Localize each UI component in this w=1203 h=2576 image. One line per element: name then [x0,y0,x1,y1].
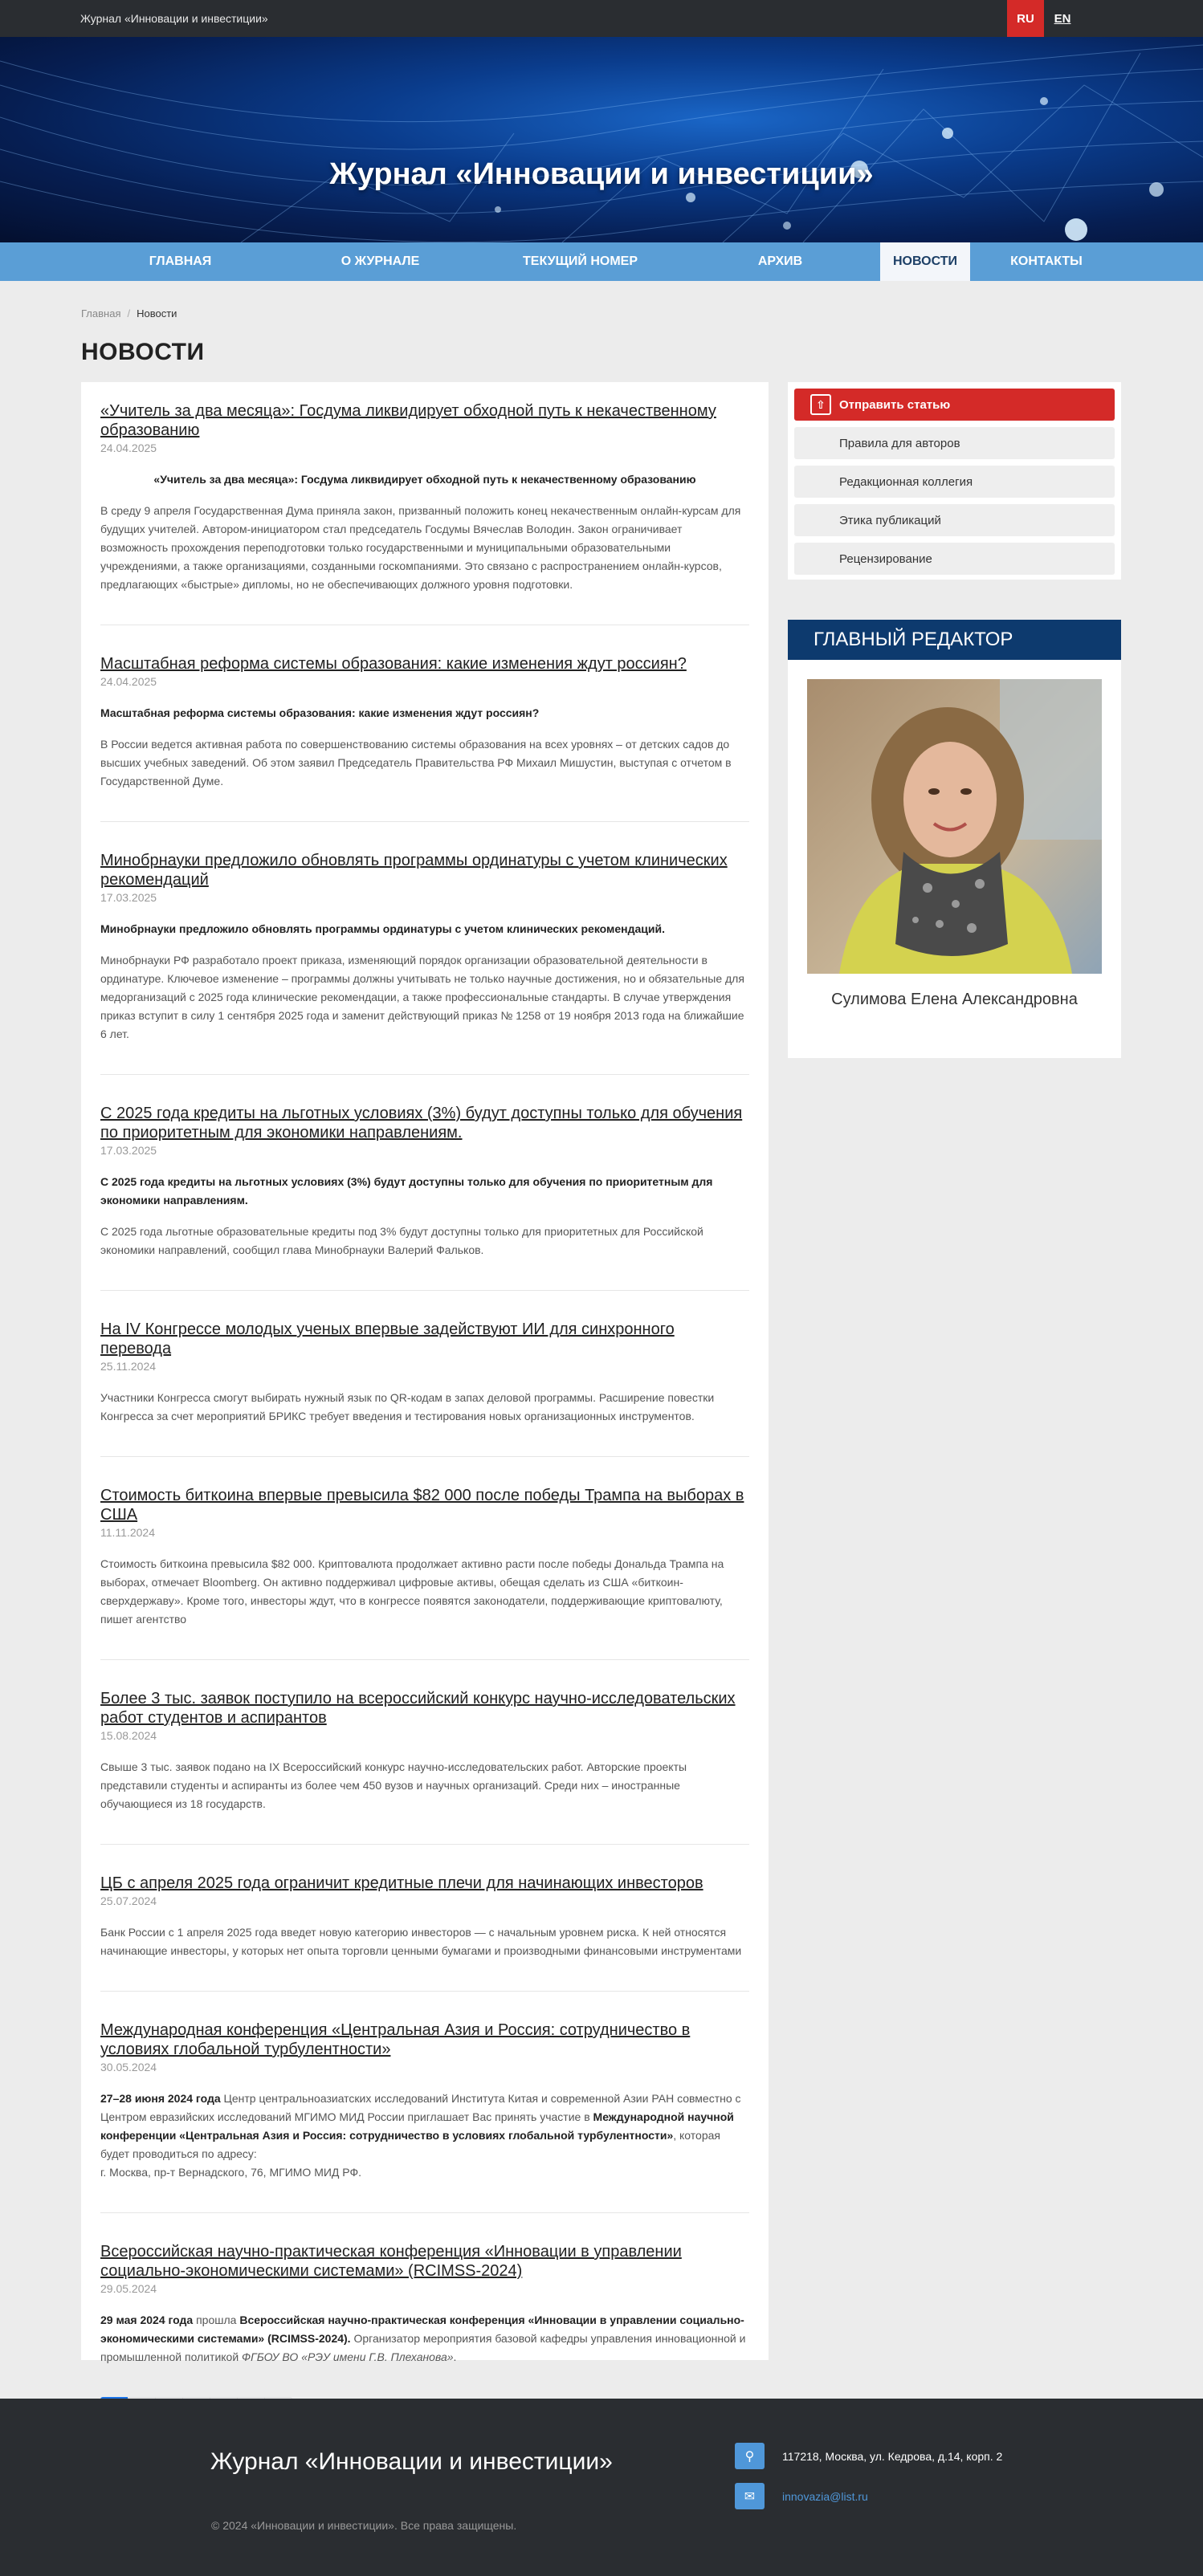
news-item [100,1689,749,1845]
news-date: 25.11.2024 [100,1360,157,1373]
news-date: 25.07.2024 [100,1894,157,1907]
news-date: 29.05.2024 [100,2282,157,2295]
top-bar-site-title: Журнал «Инновации и инвестиции» [80,12,268,25]
news-headline[interactable]: Международная конференция «Центральная Азия и Россия: сотрудничество в условиях глобальной турбулентности» [100,2021,691,2058]
news-lead: Минобрнауки предложило обновлять программы ординатуры с учетом клинических рекомендаций. [100,922,666,935]
link-peer-review[interactable]: Рецензирование [794,543,1115,575]
link-editorial-board[interactable]: Редакционная коллегия [794,466,1115,498]
breadcrumb-separator: / [127,307,131,319]
chief-editor-card [788,620,1121,1058]
news-body-text: Центр центральноазиатских исследований Института Китая и современной Азии РАН совместно с Центром евразийских исследований МГИМО МИД России приглашает Вас принять участие в [100,2092,741,2123]
top-bar [0,0,1203,37]
news-body-text: Организатор мероприятия базовой кафедры управления инновационной и промышленной политикой [100,2332,746,2363]
news-body: В России ведется активная работа по совершенствованию системы образования на всех уровнях – от детских садов до высших учебных заведений. Об этом заявил Председатель Правительства РФ Михаил Мишустин, выступая с отчетом в Государственной Думе. [100,738,732,787]
footer-address-text: 117218, Москва, ул. Кедрова, д.14, корп. 2 [782,2449,1003,2463]
chief-editor-heading: ГЛАВНЫЙ РЕДАКТОР [788,620,1121,660]
news-date: 15.08.2024 [100,1729,157,1742]
news-lead: С 2025 года кредиты на льготных условиях (3%) будут доступны только для обучения по приоритетным для экономики направлениям. [100,1175,713,1207]
breadcrumb-current: Новости [137,307,177,319]
news-date: 24.04.2025 [100,675,157,688]
submit-article-button[interactable] [794,389,1115,421]
news-body: Банк России с 1 апреля 2025 года введет новую категорию инвесторов — с начальным уровнем риска. К ней относятся начинающие инвесторы, у которых нет опыта торговли ценными бумагами и производными финансовыми инструментами [100,1926,742,1957]
chief-editor-photo [807,679,1102,974]
news-body [100,2090,749,2182]
network-background-graphic [0,37,1203,242]
editor-portrait-graphic [807,679,1102,974]
footer-copyright: © 2024 «Инновации и инвестиции». Все права защищены. [211,2519,517,2532]
footer-address [735,2443,1002,2469]
news-body-bold: Всероссийская научно-практическая конференция «Инновации в управлении социально-экономическими системами» (RCIMSS-2024). [100,2314,744,2345]
news-date: 24.04.2025 [100,442,157,454]
news-headline[interactable]: ЦБ с апреля 2025 года ограничит кредитные плечи для начинающих инвесторов [100,1874,703,1892]
news-body-text: . [453,2350,457,2363]
news-list [81,382,769,2363]
news-headline[interactable]: Масштабная реформа системы образования: какие изменения ждут россиян? [100,655,687,673]
banner-title: Журнал «Инновации и инвестиции» [329,157,874,191]
breadcrumb-home[interactable]: Главная [81,307,121,319]
news-item [100,851,749,1075]
news-item [100,1320,749,1457]
news-body: В среду 9 апреля Государственная Дума приняла закон, призванный положить конец некачественным онлайн-курсам для будущих учителей. Автором-инициатором стал председатель Госдумы Вячеслав Володин. Закон ограничивает возможность прохождения переподготовки только государственными и муниципальными образовательными учреждениями, а также организациями, созданными госкомпаниями. Это связано с распространением онлайн-курсов, предлагающих «быстрые» дипломы, но не обеспечивающих должного уровня подготовки. [100,504,741,591]
news-headline[interactable]: «Учитель за два месяца»: Госдума ликвидирует обходной путь к некачественному образованию [100,402,716,439]
news-item [100,1104,749,1291]
nav-item-home[interactable]: ГЛАВНАЯ [149,254,212,268]
news-item [100,401,749,625]
nav-item-contacts[interactable]: КОНТАКТЫ [1010,254,1083,268]
nav-item-current-issue[interactable]: ТЕКУЩИЙ НОМЕР [523,254,638,268]
news-item [100,1486,749,1660]
news-body: Минобрнауки РФ разработало проект приказа, изменяющий порядок организации образовательной деятельности в ординатуре. Ключевое изменение – программы должны учитывать не только научные достижения, но и обязательные для медорганизаций с 2025 года клинические рекомендации, а также профессиональные стандарты. В случае утверждения приказ вступит в силу 1 сентября 2025 года и заменит действующий приказ № 1258 от 19 ноября 2013 года на ближайшие 6 лет. [100,954,744,1040]
news-body-bold: 27–28 июня 2024 года [100,2092,221,2105]
breadcrumb [81,307,177,319]
news-item [100,1874,749,1992]
news-lead: «Учитель за два месяца»: Госдума ликвидирует обходной путь к некачественному образованию [153,473,696,486]
footer-title: Журнал «Инновации и инвестиции» [210,2448,613,2475]
news-body-italic: ФГБОУ ВО «РЭУ имени Г.В. Плеханова» [242,2350,454,2363]
news-body: Свыше 3 тыс. заявок подано на IX Всероссийский конкурс научно-исследовательских работ. Авторские проекты представили студенты и аспиранты из более чем 450 вузов и научных организаций. Среди них – иностранные обучающиеся из 18 государств. [100,1760,687,1810]
news-headline[interactable]: С 2025 года кредиты на льготных условиях (3%) будут доступны только для обучения по приоритетным для экономики направлениям. [100,1105,743,1141]
news-lead: Масштабная реформа системы образования: какие изменения ждут россиян? [100,706,540,719]
upload-icon: ⇧ [810,394,831,415]
news-item [100,654,749,822]
nav-item-archive[interactable]: АРХИВ [757,254,803,268]
news-headline[interactable]: Более 3 тыс. заявок поступило на всероссийский конкурс научно-исследовательских работ студентов и аспирантов [100,1690,736,1727]
news-date: 17.03.2025 [100,891,157,904]
link-publication-ethics[interactable]: Этика публикаций [794,504,1115,536]
author-links-card [788,382,1121,580]
news-body-bold: Международной научной конференции «Центральная Азия и Россия: сотрудничество в условиях глобальной турбулентности» [100,2110,734,2142]
news-body-text: прошла [193,2314,240,2326]
news-headline[interactable]: Всероссийская научно-практическая конференция «Инновации в управлении социально-экономическими системами» (RCIMSS-2024) [100,2243,682,2280]
news-date: 17.03.2025 [100,1144,157,1157]
footer-email-text[interactable]: innovazia@list.ru [782,2489,868,2503]
submit-article-label: Отправить статью [839,397,951,412]
footer [0,2399,1203,2576]
news-headline[interactable]: Стоимость биткоина впервые превысила $82 000 после победы Трампа на выборах в США [100,1487,744,1524]
news-body-text: , которая будет проводиться по адресу: [100,2129,720,2160]
news-body: Стоимость биткоина превысила $82 000. Криптовалюта продолжает активно расти после победы Дональда Трампа на выборах, отмечает Bloomberg. Он активно поддерживал цифровые активы, обещая сделать из США «биткоин-сверхдержаву». Кроме того, инвесторы ждут, что в конгрессе появятся законодатели, поддерживающие криптовалюту, пишет агентство [100,1557,724,1626]
location-pin-icon: ⚲ [735,2443,765,2469]
news-headline[interactable]: На IV Конгрессе молодых ученых впервые задействуют ИИ для синхронного перевода [100,1321,675,1357]
lang-ru[interactable]: RU [1007,0,1044,37]
news-date: 30.05.2024 [100,2061,157,2073]
news-date: 11.11.2024 [100,1526,155,1539]
nav-item-news[interactable]: НОВОСТИ [880,242,970,281]
chief-editor-name: Сулимова Елена Александровна [831,991,1078,1008]
language-switcher [1007,0,1081,37]
news-item [100,2021,749,2213]
news-item [100,2242,749,2366]
news-body-address: г. Москва, пр-т Вернадского, 76, МГИМО МИД РФ. [100,2166,362,2179]
nav-item-about[interactable]: О ЖУРНАЛЕ [341,254,420,268]
envelope-icon: ✉ [735,2483,765,2509]
news-body-bold: 29 мая 2024 года [100,2314,194,2326]
news-headline[interactable]: Минобрнауки предложило обновлять программы ординатуры с учетом клинических рекомендаций [100,852,728,889]
news-body [100,2311,749,2366]
header-banner [0,37,1203,242]
lang-en[interactable]: EN [1054,11,1071,26]
main-nav [0,242,1203,281]
news-body: Участники Конгресса смогут выбирать нужный язык по QR-кодам в запах деловой программы. Расширение повестки Конгресса за счет мероприятий БРИКС требует введения и тестирования новых организационных инструментов. [100,1391,715,1422]
page-title: НОВОСТИ [81,339,205,365]
footer-email[interactable] [735,2483,868,2509]
link-author-rules[interactable]: Правила для авторов [794,427,1115,459]
news-body: С 2025 года льготные образовательные кредиты под 3% будут доступны только для приоритетных для Российской экономики направлений, сообщил глава Минобрнауки Валерий Фальков. [100,1225,703,1256]
